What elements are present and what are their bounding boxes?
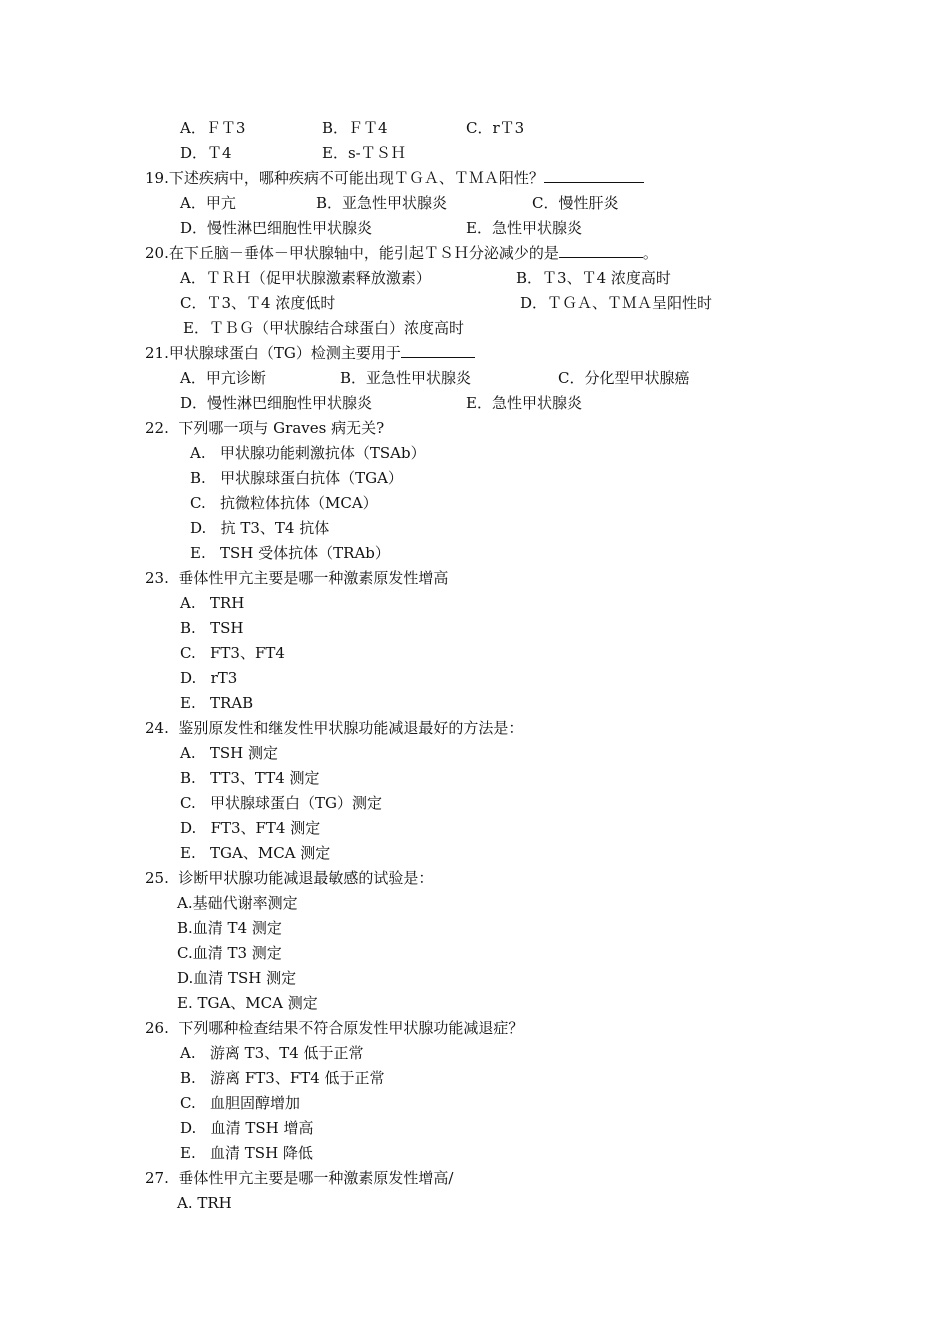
q18-option-d: D．Ｔ4: [180, 144, 232, 162]
q18-option-b: B．ＦＴ4: [322, 119, 388, 137]
q23-option-a: A. TRH: [180, 594, 245, 612]
q22-option-d: D. 抗 T3、T4 抗体: [190, 519, 330, 537]
q22-option-a: A. 甲状腺功能刺激抗体（TSAb）: [190, 444, 426, 462]
q24-option-b: B. TT3、TT4 测定: [180, 769, 320, 787]
q24-option-a: A. TSH 测定: [180, 744, 279, 762]
q21-stem: 21.甲状腺球蛋白（TG）检测主要用于: [145, 343, 475, 363]
q19-option-b: B．亚急性甲状腺炎: [316, 194, 448, 212]
q19-option-a: A．甲亢: [180, 194, 236, 212]
q24-option-c: C. 甲状腺球蛋白（TG）测定: [180, 794, 383, 812]
q26-option-c: C. 血胆固醇增加: [180, 1094, 301, 1112]
q19-stem: 19.下述疾病中，哪种疾病不可能出现ＴＧＡ、ＴＭＡ阳性？: [145, 168, 644, 188]
q24-option-d: D. FT3、FT4 测定: [180, 819, 321, 837]
q20-stem: 20.在下丘脑－垂体－甲状腺轴中，能引起ＴＳＨ分泌减少的是 。: [145, 244, 658, 262]
q25-option-b: B.血清 T4 测定: [177, 919, 282, 937]
q25-stem: 25. 诊断甲状腺功能减退最敏感的试验是：: [145, 869, 434, 887]
q22-option-b: B. 甲状腺球蛋白抗体（TGA）: [190, 469, 403, 487]
answer-blank: [544, 168, 644, 183]
q19-option-c: C．慢性肝炎: [532, 194, 619, 212]
q25-option-a: A.基础代谢率测定: [177, 894, 298, 912]
answer-blank: [401, 343, 475, 358]
q24-stem: 24. 鉴别原发性和继发性甲状腺功能减退最好的方法是：: [145, 719, 524, 737]
q19-option-e: E．急性甲状腺炎: [466, 219, 582, 237]
q20-option-d: D．ＴＧＡ、ＴＭＡ呈阳性时: [520, 294, 713, 312]
q26-option-d: D. 血清 TSH 增高: [180, 1119, 314, 1137]
q22-option-c: C. 抗微粒体抗体（MCA）: [190, 494, 378, 512]
q18-option-a: A．ＦＴ3: [180, 119, 246, 137]
q23-option-b: B. TSH: [180, 619, 244, 637]
answer-blank: [559, 243, 643, 258]
q25-option-d: D.血清 TSH 测定: [177, 969, 297, 987]
q25-option-c: C.血清 T3 测定: [177, 944, 282, 962]
q24-option-e: E. TGA、MCA 测定: [180, 844, 331, 862]
q27-option-a: A. TRH: [177, 1194, 232, 1212]
q21-option-a: A．甲亢诊断: [180, 369, 266, 387]
q23-stem: 23. 垂体性甲亢主要是哪一种激素原发性增高: [145, 569, 449, 587]
q18-option-c: C．rＴ3: [466, 119, 525, 137]
q21-option-b: B．亚急性甲状腺炎: [340, 369, 472, 387]
q20-option-e: E．ＴＢＧ（甲状腺结合球蛋白）浓度高时: [183, 319, 464, 337]
q26-stem: 26. 下列哪种检查结果不符合原发性甲状腺功能减退症？: [145, 1019, 524, 1037]
q26-option-e: E. 血清 TSH 降低: [180, 1144, 313, 1162]
q19-option-d: D．慢性淋巴细胞性甲状腺炎: [180, 219, 373, 237]
q20-option-a: A．ＴＲＨ（促甲状腺激素释放激素）: [180, 269, 431, 287]
q22-option-e: E. TSH 受体抗体（TRAb）: [190, 544, 390, 562]
q26-option-b: B. 游离 FT3、FT4 低于正常: [180, 1069, 385, 1087]
q21-option-e: E．急性甲状腺炎: [466, 394, 582, 412]
q22-stem: 22. 下列哪一项与 Graves 病无关?: [145, 419, 385, 437]
q21-option-d: D．慢性淋巴细胞性甲状腺炎: [180, 394, 373, 412]
q20-option-b: B．Ｔ3、Ｔ4 浓度高时: [516, 269, 671, 287]
q26-option-a: A. 游离 T3、T4 低于正常: [180, 1044, 364, 1062]
q23-option-c: C. FT3、FT4: [180, 644, 285, 662]
q27-stem: 27. 垂体性甲亢主要是哪一种激素原发性增高/: [145, 1169, 454, 1187]
q21-option-c: C．分化型甲状腺癌: [558, 369, 690, 387]
q20-option-c: C．Ｔ3、Ｔ4 浓度低时: [180, 294, 336, 312]
q23-option-d: D. rT3: [180, 669, 238, 687]
q25-option-e: E. TGA、MCA 测定: [177, 994, 318, 1012]
q18-option-e: E．s-ＴＳＨ: [322, 144, 406, 162]
q23-option-e: E. TRAB: [180, 694, 254, 712]
